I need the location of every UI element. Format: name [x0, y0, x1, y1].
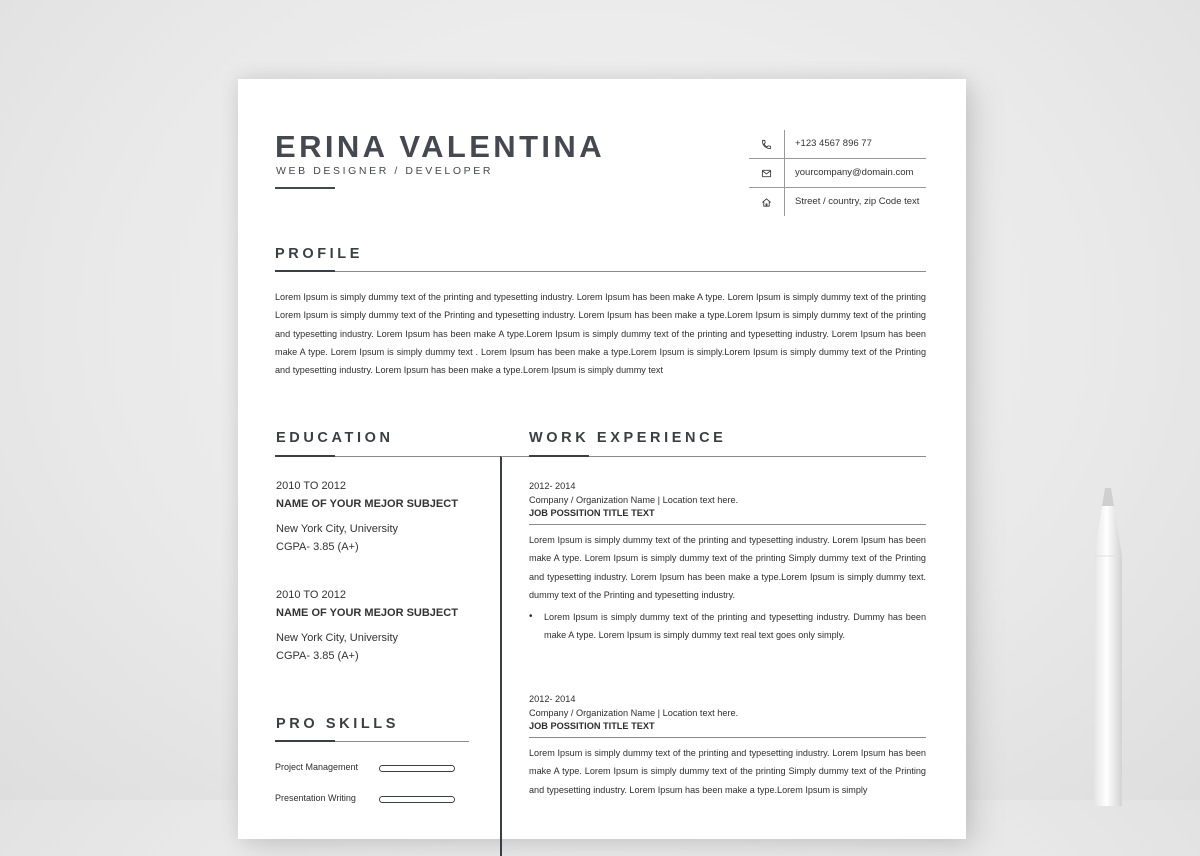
education-years: 2010 TO 2012 — [276, 480, 346, 492]
skill-label: Presentation Writing — [275, 793, 356, 803]
job-company: Company / Organization Name | Location text here. — [529, 708, 739, 718]
skill-item — [275, 762, 457, 776]
column-divider — [500, 456, 502, 856]
job-title: JOB POSSITION TITLE TEXT — [529, 508, 655, 518]
job-company: Company / Organization Name | Location text here. — [529, 495, 739, 505]
work-title: WORK EXPERIENCE — [529, 430, 727, 446]
education-school: New York City, University — [276, 523, 399, 535]
resume-name: ERINA VALENTINA — [275, 129, 605, 164]
job-bullets — [529, 608, 926, 645]
resume-sheet — [238, 79, 966, 839]
home-icon — [749, 188, 784, 216]
contact-block — [749, 130, 926, 216]
education-gpa: CGPA- 3.85 (A+) — [276, 541, 359, 553]
profile-text: Lorem Ipsum is simply dummy text of the printing and typesetting industry. Lorem Ipsum has been make A type. Lorem Ipsum is simply dummy text of the printing Lorem Ipsum is simply dummy text of the Printing and typesetting industry. Lorem Ipsum has been make a type.Lorem Ipsum is simply dummy text of the printing and typesetting industry. Lorem Ipsum has been make A type.Lorem Ipsum is simply dummy text of the printing and typesetting industry. Lorem Ipsum has been make A type. Lorem Ipsum is simply dummy text . Lorem Ipsum has been make a type.Lorem Ipsum is simply.Lorem Ipsum is simply dummy text of the Printing and typesetting industry. Lorem Ipsum has been make a type.Lorem Ipsum is simply dummy text — [275, 292, 926, 376]
resume-role: WEB DESIGNER / DEVELOPER — [276, 165, 494, 177]
skill-item — [275, 793, 457, 807]
job-bullet: • Lorem Ipsum is simply dummy text of the printing and typesetting industry. Dummy has been make A type. Lorem Ipsum is simply dummy text real text goes only simply. — [529, 608, 926, 645]
contact-mail-row — [749, 159, 926, 188]
job-years: 2012- 2014 — [529, 694, 576, 704]
mail-icon — [749, 159, 784, 187]
job-rule — [529, 737, 926, 738]
job-description: Lorem Ipsum is simply dummy text of the printing and typesetting industry. Lorem Ipsum has been make A type. Lorem Ipsum is simply dummy text of the printing Simply dummy text of the Printing and typesetting industry. Lorem Ipsum has been make a type.Lorem Ipsum is simply — [529, 748, 926, 795]
education-subject: NAME OF YOUR MEJOR SUBJECT — [276, 607, 458, 619]
education-gpa: CGPA- 3.85 (A+) — [276, 650, 359, 662]
education-school: New York City, University — [276, 632, 399, 644]
contact-email: yourcompany@domain.com — [795, 167, 914, 178]
job-years: 2012- 2014 — [529, 481, 576, 491]
contact-phone: +123 4567 896 77 — [795, 138, 872, 149]
job-description: Lorem Ipsum is simply dummy text of the printing and typesetting industry. Lorem Ipsum has been make A type. Lorem Ipsum is simply dummy text of the printing Simply dummy text of the Printing and typesetting industry. Lorem Ipsum has been make a type.Lorem Ipsum is simply dummy text. dummy text of the Printing and typesetting industry. — [529, 535, 926, 600]
profile-title: PROFILE — [275, 246, 364, 262]
work-rule-accent — [529, 455, 589, 457]
skills-rule-accent — [275, 740, 335, 742]
education-title: EDUCATION — [276, 430, 394, 446]
skills-title: PRO SKILLS — [276, 716, 400, 732]
phone-icon — [749, 130, 784, 158]
skill-bar — [379, 765, 455, 772]
contact-address: Street / country, zip Code text — [795, 196, 920, 207]
education-item — [276, 480, 476, 553]
job-item — [529, 481, 926, 645]
education-subject: NAME OF YOUR MEJOR SUBJECT — [276, 498, 458, 510]
contact-phone-row — [749, 130, 926, 159]
job-title: JOB POSSITION TITLE TEXT — [529, 721, 655, 731]
education-rule-accent — [275, 455, 335, 457]
profile-rule — [275, 271, 926, 272]
profile-rule-accent — [275, 270, 335, 272]
education-years: 2010 TO 2012 — [276, 589, 346, 601]
job-item — [529, 694, 926, 799]
name-underline — [275, 187, 335, 189]
skill-bar-fill — [380, 766, 454, 771]
stylus-pen-icon — [1088, 486, 1128, 806]
education-item — [276, 589, 476, 662]
job-rule — [529, 524, 926, 525]
skill-label: Project Management — [275, 762, 359, 772]
contact-address-row — [749, 188, 926, 216]
